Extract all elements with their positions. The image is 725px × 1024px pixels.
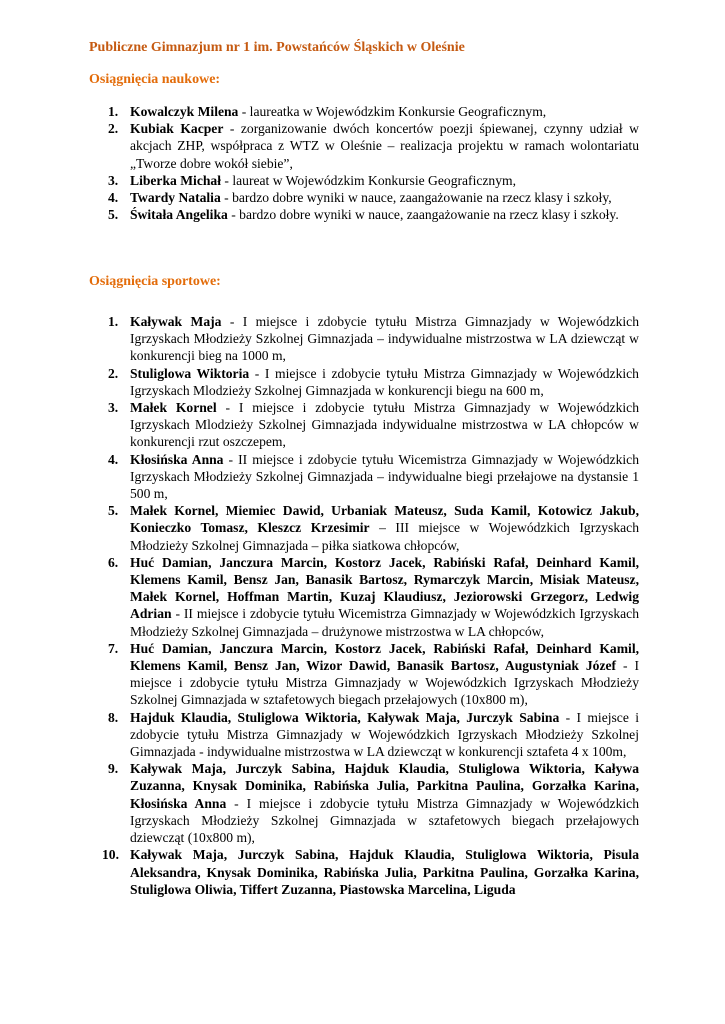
item-description: - I miejsce i zdobycie tytułu Mistrza Gimnazjady w Wojewódzkich Igrzyskach Młodzieży Szkolnej Gimnazjada w sztafetowych biegach przełajowych dziewcząt (10x800 m), [130,795,639,846]
item-number: 5. [108,503,119,519]
list-item [0,313,639,365]
list-item [0,172,639,189]
item-names: Twardy Natalia [130,190,221,206]
list-item [0,206,639,223]
list-item [0,103,639,120]
item-description: - bardzo dobre wyniki w nauce, zaangażowanie na rzecz klasy i szkoły. [227,207,619,223]
item-names: Stuliglowa Wiktoria [130,365,250,381]
item-names: Małek Kornel, Miemiec Dawid, Urbaniak Mateusz, Suda Kamil, Kotowicz Jakub, Konieczko Tomasz, Kleszcz Krzesimir [130,503,639,536]
sport-achievements-list [0,313,639,898]
item-number: 3. [108,400,119,416]
item-description: - bardzo dobre wyniki w nauce, zaangażowanie na rzecz klasy i szkoły, [220,190,612,206]
item-number: 2. [108,121,119,137]
item-description: - I miejsce i zdobycie tytułu Mistrza Gimnazjady w Wojewódzkich Igrzyskach Młodzieży Szkolnej Gimnazjada – indywidualne mistrzostwa w LA dziewcząt w konkurencji bieg na 1000 m, [130,314,640,364]
item-number: 1. [108,104,119,119]
item-number: 4. [108,451,119,467]
section-heading-sport: Osiągnięcia sportowe: [89,274,221,289]
list-item [0,189,639,206]
item-names: Kaływak Maja, Jurczyk Sabina, Hajduk Klaudia, Stuliglowa Wiktoria, Pisula Aleksandra, Knysak Dominika, Rabińska Julia, Parkitna Paulina, Gorzałka Karina, Stuliglowa Oliwia, Tiffert Zuzanna, Piastowska Marcelina, Liguda [130,847,639,897]
item-number: 3. [108,172,119,188]
section-heading-science: Osiągnięcia naukowe: [89,72,221,87]
item-number: 7. [108,640,119,656]
list-item [0,846,639,898]
item-names: Kłosińska Anna [130,451,224,467]
item-description: - zorganizowanie dwóch koncertów poezji śpiewanej, czynny udział w akcjach ZHP, współpraca z WTZ w Oleśnie – realizacja projektu w ramach wolontariatu „Tworze dobre wokół siebie”, [130,121,639,171]
document-title: Publiczne Gimnazjum nr 1 im. Powstańców Śląskich w Oleśnie [89,40,465,55]
item-description: - laureatka w Wojewódzkim Konkursie Geograficznym, [238,104,547,119]
item-description: - I miejsce i zdobycie tytułu Mistrza Gimnazjady w Wojewódzkich Igrzyskach Młodzieży Szkolnej Gimnazjada w sztafetowych biegach przełajowych (10x800 m), [130,658,639,708]
list-item [0,502,639,554]
list-item [0,365,639,399]
list-item [0,760,639,846]
list-item [0,451,639,503]
item-names: Kaływak Maja [130,314,222,329]
item-number: 2. [108,365,119,381]
item-names: Hajduk Klaudia, Stuliglowa Wiktoria, Kaływak Maja, Jurczyk Sabina [130,709,560,725]
item-number: 1. [108,314,119,329]
item-names: Małek Kornel [130,400,217,416]
item-description: - II miejsce i zdobycie tytułu Wicemistrza Gimnazjady w Wojewódzkich Igrzyskach Młodzieży Szkolnej Gimnazjada – drużynowe mistrzostwa w LA chłopców, [130,606,639,639]
item-number: 4. [108,190,119,206]
item-description: - I miejsce i zdobycie tytułu Mistrza Gimnazjady w Wojewódzkich Igrzyskach Mlodzieży Szkolnej Gimnazjada w konkurencji biegu na 600 m, [130,365,639,398]
list-item [0,640,639,709]
list-item [0,120,639,172]
item-number: 8. [108,709,119,725]
item-names: Huć Damian, Janczura Marcin, Kostorz Jacek, Rabiński Rafał, Deinhard Kamil, Klemens Kamil, Bensz Jan, Wizor Dawid, Banasik Bartosz, Augustyniak Józef [130,640,639,674]
item-number: 5. [108,207,119,223]
item-number: 9. [108,761,119,777]
list-item [0,709,639,761]
list-item [0,399,639,451]
item-names: Huć Damian, Janczura Marcin, Kostorz Jacek, Rabiński Rafał, Deinhard Kamil, Klemens Kamil, Bensz Jan, Banasik Bartosz, Rymarczyk Marcin, Misiak Mateusz, Małek Kornel, Hoffman Martin, Kuzaj Klaudiusz, Jeziorowski Grzegorz, Ledwig Adrian [130,554,639,622]
science-achievements-list [0,103,639,223]
item-names: Liberka Michał [130,172,222,188]
list-item [0,554,639,640]
item-description: - laureat w Wojewódzkim Konkursie Geograficznym, [221,172,516,188]
item-names: Kowalczyk Milena [130,104,239,119]
item-description: - I miejsce i zdobycie tytułu Mistrza Gimnazjady w Wojewódzkich Igrzyskach Młodzieży Szkolnej Gimnazjada - indywidualne mistrzostwa w LA dziewcząt w konkurencji sztafeta 4 x 100m, [130,709,639,760]
item-description: – III miejsce w Wojewódzkich Igrzyskach Młodzieży Szkolnej Gimnazjada – piłka siatkowa chłopców, [130,520,639,553]
item-names: Kubiak Kacper [130,121,224,137]
item-names: Świtała Angelika [130,207,228,223]
item-number: 6. [108,554,119,570]
item-description: - I miejsce i zdobycie tytułu Mistrza Gimnazjady w Wojewódzkich Igrzyskach Mlodzieży Szkolnej Gimnazjada indywidualne mistrzostwa w LA chłopców w konkurencji rzut oszczepem, [130,400,639,450]
item-description: - II miejsce i zdobycie tytułu Wicemistrza Gimnazjady w Wojewódzkich Igrzyskach Młodzieży Szkolnej Gimnazjada – indywidualne biegi przełajowe na dystansie 1 500 m, [130,451,639,502]
item-names: Kaływak Maja, Jurczyk Sabina, Hajduk Klaudia, Stuliglowa Wiktoria, Kaływa Zuzanna, Knysak Dominika, Rabińska Julia, Parkitna Paulina, Gorzałka Karina, Kłosińska Anna [130,761,639,811]
item-number: 10. [102,847,119,863]
